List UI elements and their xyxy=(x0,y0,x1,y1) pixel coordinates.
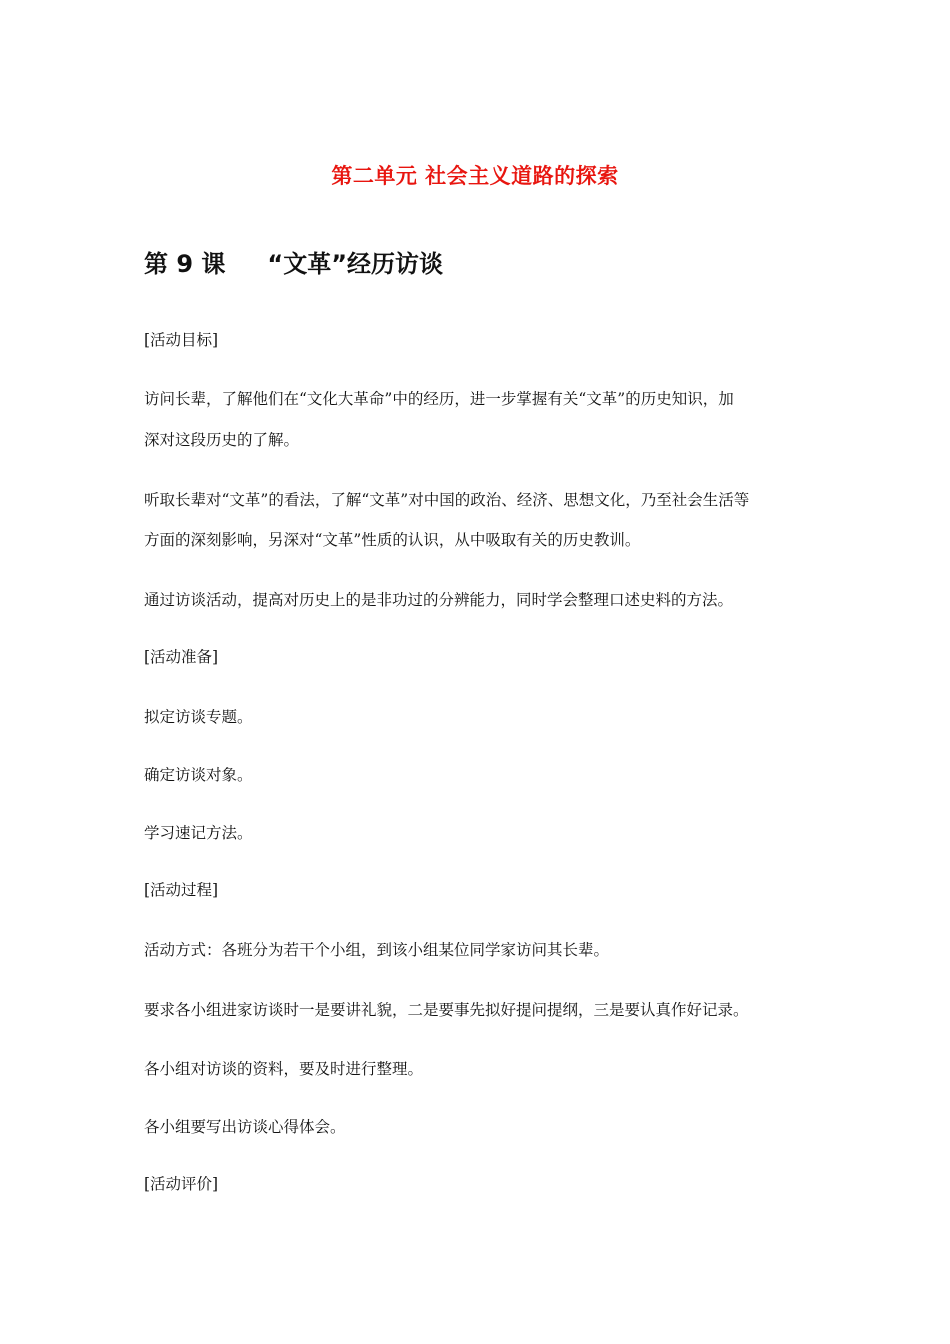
lesson-number: 第 9 课 xyxy=(144,250,226,278)
process-item-2: 要求各小组进家访谈时一是要讲礼貌，二是要事先拟好提问提纲，三是要认真作好记录。 xyxy=(144,1001,749,1019)
lesson-name: “文革”经历访谈 xyxy=(267,250,443,278)
prep-item-1: 拟定访谈专题。 xyxy=(144,708,253,726)
goal-1-line-1: 访问长辈，了解他们在“文化大革命”中的经历，进一步掌握有关“文革”的历史知识，加 xyxy=(144,390,734,408)
prep-item-2: 确定访谈对象。 xyxy=(144,766,253,784)
process-item-3: 各小组对访谈的资料，要及时进行整理。 xyxy=(144,1060,424,1078)
goal-2-line-2: 方面的深刻影响，另深对“文革”性质的认识，从中吸取有关的历史教训。 xyxy=(144,531,641,549)
unit-title: 第二单元 社会主义道路的探索 xyxy=(331,164,619,188)
eval-heading: [活动评价] xyxy=(144,1175,219,1193)
goal-2-line-1: 听取长辈对“文革”的看法，了解“文革”对中国的政治、经济、思想文化，乃至社会生活等 xyxy=(144,491,750,509)
goal-3: 通过访谈活动，提高对历史上的是非功过的分辨能力，同时学会整理口述史料的方法。 xyxy=(144,591,734,609)
process-item-1: 活动方式：各班分为若干个小组，到该小组某位同学家访问其长辈。 xyxy=(144,941,610,959)
lesson-title xyxy=(144,244,443,279)
process-heading: [活动过程] xyxy=(144,881,219,899)
process-item-4: 各小组要写出访谈心得体会。 xyxy=(144,1118,346,1136)
prep-heading: [活动准备] xyxy=(144,648,219,666)
goal-1-line-2: 深对这段历史的了解。 xyxy=(144,431,300,449)
goal-heading: [活动目标] xyxy=(144,331,219,349)
prep-item-3: 学习速记方法。 xyxy=(144,824,253,842)
